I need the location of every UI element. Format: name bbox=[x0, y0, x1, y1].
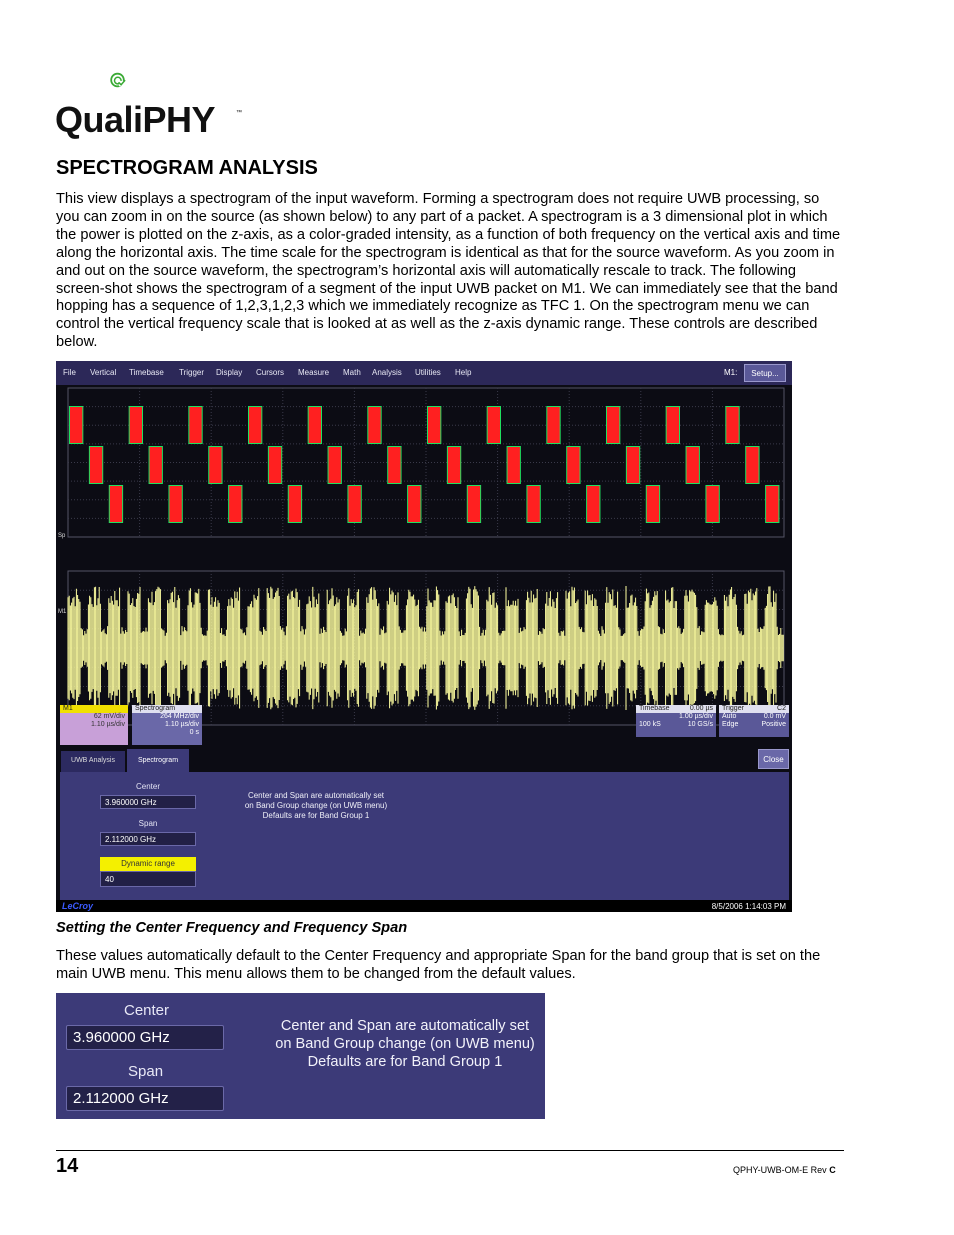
spectrogram-offset: 0 s bbox=[189, 729, 199, 736]
spectrogram-block bbox=[726, 407, 738, 443]
spectrogram-block bbox=[90, 447, 102, 483]
menu-math[interactable]: Math bbox=[343, 368, 361, 377]
trigger-name: Trigger bbox=[722, 705, 744, 712]
timebase-delay: 0.00 µs bbox=[689, 705, 713, 712]
spectrogram-block bbox=[368, 407, 380, 443]
scope-menubar bbox=[56, 361, 792, 385]
spectrogram-block bbox=[508, 447, 520, 483]
spectrogram-block bbox=[110, 486, 122, 522]
spectrogram-block bbox=[348, 486, 360, 522]
spectrogram-block bbox=[448, 447, 460, 483]
spectrogram-block bbox=[627, 447, 639, 483]
spectrogram-block bbox=[488, 407, 500, 443]
spectrogram-block bbox=[189, 407, 201, 443]
spectrogram-block bbox=[329, 447, 341, 483]
m1-name: M1 bbox=[60, 705, 128, 713]
spectrogram-block bbox=[169, 486, 181, 522]
logo-wordmark: QualiPHY bbox=[55, 99, 216, 140]
spectrogram-block bbox=[746, 447, 758, 483]
menu-trigger[interactable]: Trigger bbox=[179, 368, 205, 377]
center-input[interactable]: 3.960000 GHz bbox=[100, 795, 196, 809]
spectrogram-block bbox=[428, 407, 440, 443]
spectrogram-block bbox=[468, 486, 480, 522]
trigger-descriptor[interactable] bbox=[719, 705, 789, 737]
spectrogram-block bbox=[527, 486, 539, 522]
spectrogram-block bbox=[607, 407, 619, 443]
center-label: Center bbox=[135, 782, 160, 791]
spectrogram-block bbox=[249, 407, 261, 443]
timebase-name: Timebase bbox=[639, 705, 670, 712]
spectrogram-block bbox=[130, 407, 142, 443]
tab-spectrogram[interactable]: Spectrogram bbox=[127, 749, 189, 772]
page-number: 14 bbox=[56, 1155, 79, 1177]
footer-rule bbox=[56, 1150, 844, 1151]
status-bar bbox=[56, 900, 792, 912]
setup-button[interactable]: Setup... bbox=[744, 364, 786, 382]
menu-help[interactable]: Help bbox=[455, 368, 472, 377]
trigger-channel: C2 bbox=[777, 705, 786, 712]
close-button[interactable]: Close bbox=[758, 749, 789, 769]
spectrogram-block bbox=[766, 486, 778, 522]
spectrogram-block bbox=[388, 447, 400, 483]
zoomed-menu-panel bbox=[56, 993, 545, 1119]
span-label: Span bbox=[138, 819, 158, 828]
spectrogram-block bbox=[150, 447, 162, 483]
logo-trademark: ™ bbox=[236, 110, 242, 116]
scope-screenshot bbox=[56, 361, 792, 912]
spectrogram-block bbox=[587, 486, 599, 522]
zoom-note-line-2: on Band Group change (on UWB menu) bbox=[275, 1036, 535, 1052]
section-title: SPECTROGRAM ANALYSIS bbox=[56, 157, 318, 179]
menu-measure[interactable]: Measure bbox=[298, 368, 330, 377]
spectrogram-marker: Sp bbox=[58, 533, 66, 539]
document-id bbox=[733, 1165, 836, 1175]
spectrogram-block bbox=[667, 407, 679, 443]
trigger-slope: Positive bbox=[761, 721, 786, 728]
dynamic-range-label: Dynamic range bbox=[100, 857, 196, 871]
spectrogram-block bbox=[209, 447, 221, 483]
document-revision: C bbox=[829, 1165, 836, 1175]
timebase-descriptor[interactable] bbox=[636, 705, 716, 737]
spectrogram-block bbox=[229, 486, 241, 522]
trigger-type: Edge bbox=[722, 721, 739, 728]
note-line-2: on Band Group change (on UWB menu) bbox=[244, 801, 388, 810]
timebase-tdiv: 1.00 µs/div bbox=[679, 713, 713, 720]
spectrogram-block bbox=[547, 407, 559, 443]
m1-marker: M1 bbox=[58, 609, 67, 615]
menu-display[interactable]: Display bbox=[216, 368, 243, 377]
qualiphy-logo bbox=[110, 55, 170, 105]
spectrogram-name: Spectrogram bbox=[132, 705, 202, 713]
body-paragraph-2: These values automatically default to the Center Frequency and appropriate Span for the band group that is set on the main UWB menu. This menu allows them to be changed from the default values. bbox=[56, 948, 821, 982]
spectrogram-block bbox=[70, 407, 82, 443]
datetime-label: 8/5/2006 1:14:03 PM bbox=[711, 902, 786, 911]
document-id-text: QPHY-UWB-OM-E Rev bbox=[733, 1165, 830, 1175]
dynamic-range-input[interactable]: 40 bbox=[100, 871, 196, 887]
m1-descriptor[interactable] bbox=[60, 705, 128, 745]
trigger-mode: Auto bbox=[722, 713, 737, 720]
tab-uwb-analysis[interactable]: UWB Analysis bbox=[61, 751, 125, 772]
scope-display bbox=[56, 385, 792, 747]
channel-indicator: M1: bbox=[724, 368, 738, 377]
spectrogram-descriptor[interactable] bbox=[132, 705, 202, 745]
zoom-span-label: Span bbox=[128, 1063, 164, 1080]
spectrogram-tdiv: 1.10 µs/div bbox=[165, 721, 199, 728]
spectrogram-block bbox=[706, 486, 718, 522]
spectrogram-block bbox=[289, 486, 301, 522]
note-line-3: Defaults are for Band Group 1 bbox=[262, 811, 370, 820]
menu-cursors[interactable]: Cursors bbox=[256, 368, 285, 377]
spectrogram-fdiv: 264 MHz/div bbox=[160, 713, 199, 720]
m1-tdiv: 1.10 µs/div bbox=[91, 721, 125, 728]
spectrogram-block bbox=[647, 486, 659, 522]
menu-utilities[interactable]: Utilities bbox=[415, 368, 441, 377]
zoom-center-label: Center bbox=[124, 1002, 170, 1019]
menu-vertical[interactable]: Vertical bbox=[90, 368, 117, 377]
zoom-center-input[interactable]: 3.960000 GHz bbox=[66, 1025, 224, 1050]
span-input[interactable]: 2.112000 GHz bbox=[100, 832, 196, 846]
zoom-note-line-1: Center and Span are automatically set bbox=[280, 1018, 530, 1034]
spectrogram-trace bbox=[69, 406, 779, 523]
spectrogram-block bbox=[687, 447, 699, 483]
spectrogram-block bbox=[309, 407, 321, 443]
note-line-1: Center and Span are automatically set bbox=[247, 791, 385, 800]
m1-vdiv: 62 mV/div bbox=[93, 713, 125, 720]
trigger-level: 0.0 mV bbox=[763, 713, 786, 720]
zoom-note-line-3: Defaults are for Band Group 1 bbox=[307, 1054, 503, 1070]
menu-analysis[interactable]: Analysis bbox=[372, 368, 402, 377]
timebase-rate: 10 GS/s bbox=[687, 721, 713, 728]
spectrogram-block bbox=[408, 486, 420, 522]
figure-caption: Setting the Center Frequency and Frequency Span bbox=[56, 920, 408, 936]
menu-timebase[interactable]: Timebase bbox=[129, 368, 164, 377]
spectrogram-block bbox=[567, 447, 579, 483]
zoom-span-input[interactable]: 2.112000 GHz bbox=[66, 1086, 224, 1111]
menu-file[interactable]: File bbox=[63, 368, 76, 377]
spectrogram-block bbox=[269, 447, 281, 483]
intro-paragraph: This view displays a spectrogram of the input waveform. Forming a spectrogram does not require UWB processing, so you can zoom in on the source (as shown below) to any part of a packet. A spectrogram is a 3 dimensional plot in which the power is plotted on the z-axis, as a color-graded intensity, as a function of both frequency on the vertical axis and time along the horizontal axis. The time scale for the spectrogram is identical as that for the source waveform. As you zoom in and out on the source waveform, the spectrogram’s horizontal axis will automatically rescale to track. The following screen-shot shows the spectrogram of a segment of the input UWB packet on M1. We can immediately see that the band hopping has a sequence of 1,2,3,1,2,3 which we immediately recognize as TFC 1. On the spectrogram menu we can control the vertical frequency scale that is looked at as well as the z-axis dynamic range. These controls are described below. bbox=[56, 191, 841, 351]
timebase-samples: 100 kS bbox=[639, 721, 661, 728]
brand-label: LeCroy bbox=[62, 901, 94, 911]
